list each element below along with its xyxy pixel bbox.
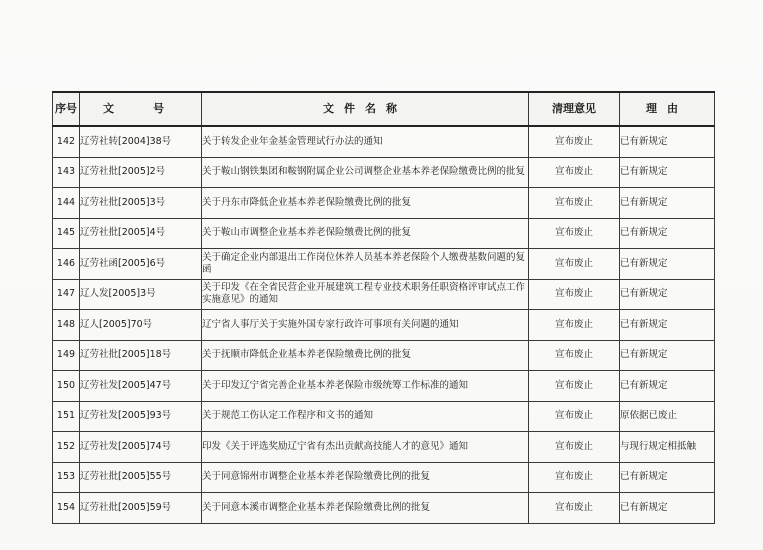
header-title: 文件名称 xyxy=(202,92,529,126)
table-row xyxy=(53,493,715,524)
row-number: 147 xyxy=(53,279,80,310)
table-body xyxy=(53,126,715,523)
row-number: 154 xyxy=(53,493,80,524)
row-number: 142 xyxy=(53,126,80,157)
table-row xyxy=(53,188,715,219)
row-number: 144 xyxy=(53,188,80,219)
table-row xyxy=(53,157,715,188)
row-document-number: 辽劳社发[2005]93号 xyxy=(80,401,202,432)
row-document-title: 关于印发辽宁省完善企业基本养老保险市级统筹工作标准的通知 xyxy=(202,371,529,402)
row-document-number: 辽劳社发[2005]74号 xyxy=(80,432,202,463)
row-clearance-opinion: 宣布废止 xyxy=(529,432,620,463)
row-number: 146 xyxy=(53,249,80,280)
table-row xyxy=(53,310,715,341)
row-number: 150 xyxy=(53,371,80,402)
row-clearance-opinion: 宣布废止 xyxy=(529,249,620,280)
row-document-number: 辽劳社批[2005]2号 xyxy=(80,157,202,188)
row-reason: 已有新规定 xyxy=(620,157,715,188)
table-row xyxy=(53,462,715,493)
row-document-number: 辽人发[2005]3号 xyxy=(80,279,202,310)
row-reason: 已有新规定 xyxy=(620,493,715,524)
row-number: 143 xyxy=(53,157,80,188)
row-document-title: 关于鞍山钢铁集团和鞍钢附属企业公司调整企业基本养老保险缴费比例的批复 xyxy=(202,157,529,188)
row-clearance-opinion: 宣布废止 xyxy=(529,126,620,157)
row-number: 148 xyxy=(53,310,80,341)
row-number: 149 xyxy=(53,340,80,371)
row-clearance-opinion: 宣布废止 xyxy=(529,371,620,402)
row-reason: 已有新规定 xyxy=(620,371,715,402)
header-docno: 文 号 xyxy=(80,92,202,126)
table-row xyxy=(53,279,715,310)
document-clearance-table xyxy=(52,91,715,524)
header-opinion: 清理意见 xyxy=(529,92,620,126)
table-row xyxy=(53,126,715,157)
row-document-number: 辽人[2005]70号 xyxy=(80,310,202,341)
row-document-number: 辽劳社转[2004]38号 xyxy=(80,126,202,157)
row-document-number: 辽劳社函[2005]6号 xyxy=(80,249,202,280)
row-document-number: 辽劳社批[2005]18号 xyxy=(80,340,202,371)
row-reason: 已有新规定 xyxy=(620,126,715,157)
row-document-title: 关于规范工伤认定工作程序和文书的通知 xyxy=(202,401,529,432)
row-clearance-opinion: 宣布废止 xyxy=(529,493,620,524)
table-row xyxy=(53,432,715,463)
row-document-number: 辽劳社批[2005]4号 xyxy=(80,218,202,249)
table-row xyxy=(53,340,715,371)
table-row xyxy=(53,249,715,280)
row-document-number: 辽劳社批[2005]3号 xyxy=(80,188,202,219)
row-reason: 已有新规定 xyxy=(620,310,715,341)
row-document-title: 关于同意本溪市调整企业基本养老保险缴费比例的批复 xyxy=(202,493,529,524)
row-clearance-opinion: 宣布废止 xyxy=(529,218,620,249)
table-row xyxy=(53,371,715,402)
row-reason: 与现行规定相抵触 xyxy=(620,432,715,463)
row-document-title: 关于转发企业年金基金管理试行办法的通知 xyxy=(202,126,529,157)
row-clearance-opinion: 宣布废止 xyxy=(529,157,620,188)
table-row xyxy=(53,401,715,432)
row-clearance-opinion: 宣布废止 xyxy=(529,188,620,219)
row-clearance-opinion: 宣布废止 xyxy=(529,462,620,493)
row-clearance-opinion: 宣布废止 xyxy=(529,310,620,341)
row-document-title: 关于确定企业内部退出工作岗位休养人员基本养老保险个人缴费基数问题的复函 xyxy=(202,249,529,280)
row-reason: 已有新规定 xyxy=(620,188,715,219)
row-number: 153 xyxy=(53,462,80,493)
row-reason: 已有新规定 xyxy=(620,249,715,280)
row-document-title: 印发《关于评选奖励辽宁省有杰出贡献高技能人才的意见》通知 xyxy=(202,432,529,463)
table-row xyxy=(53,218,715,249)
header-num: 序号 xyxy=(53,92,80,126)
row-number: 151 xyxy=(53,401,80,432)
row-document-number: 辽劳社批[2005]59号 xyxy=(80,493,202,524)
row-document-title: 关于抚顺市降低企业基本养老保险缴费比例的批复 xyxy=(202,340,529,371)
row-document-title: 辽宁省人事厅关于实施外国专家行政许可事项有关问题的通知 xyxy=(202,310,529,341)
row-document-number: 辽劳社批[2005]55号 xyxy=(80,462,202,493)
row-number: 145 xyxy=(53,218,80,249)
row-document-title: 关于丹东市降低企业基本养老保险缴费比例的批复 xyxy=(202,188,529,219)
header-reason: 理由 xyxy=(620,92,715,126)
row-document-title: 关于鞍山市调整企业基本养老保险缴费比例的批复 xyxy=(202,218,529,249)
row-clearance-opinion: 宣布废止 xyxy=(529,340,620,371)
row-reason: 原依据已废止 xyxy=(620,401,715,432)
row-document-number: 辽劳社发[2005]47号 xyxy=(80,371,202,402)
row-clearance-opinion: 宣布废止 xyxy=(529,279,620,310)
row-reason: 已有新规定 xyxy=(620,340,715,371)
row-number: 152 xyxy=(53,432,80,463)
row-reason: 已有新规定 xyxy=(620,462,715,493)
row-reason: 已有新规定 xyxy=(620,218,715,249)
table-header-row xyxy=(53,92,715,126)
row-clearance-opinion: 宣布废止 xyxy=(529,401,620,432)
row-document-title: 关于同意锦州市调整企业基本养老保险缴费比例的批复 xyxy=(202,462,529,493)
row-document-title: 关于印发《在全省民营企业开展建筑工程专业技术职务任职资格评审试点工作实施意见》的通知 xyxy=(202,279,529,310)
row-reason: 已有新规定 xyxy=(620,279,715,310)
